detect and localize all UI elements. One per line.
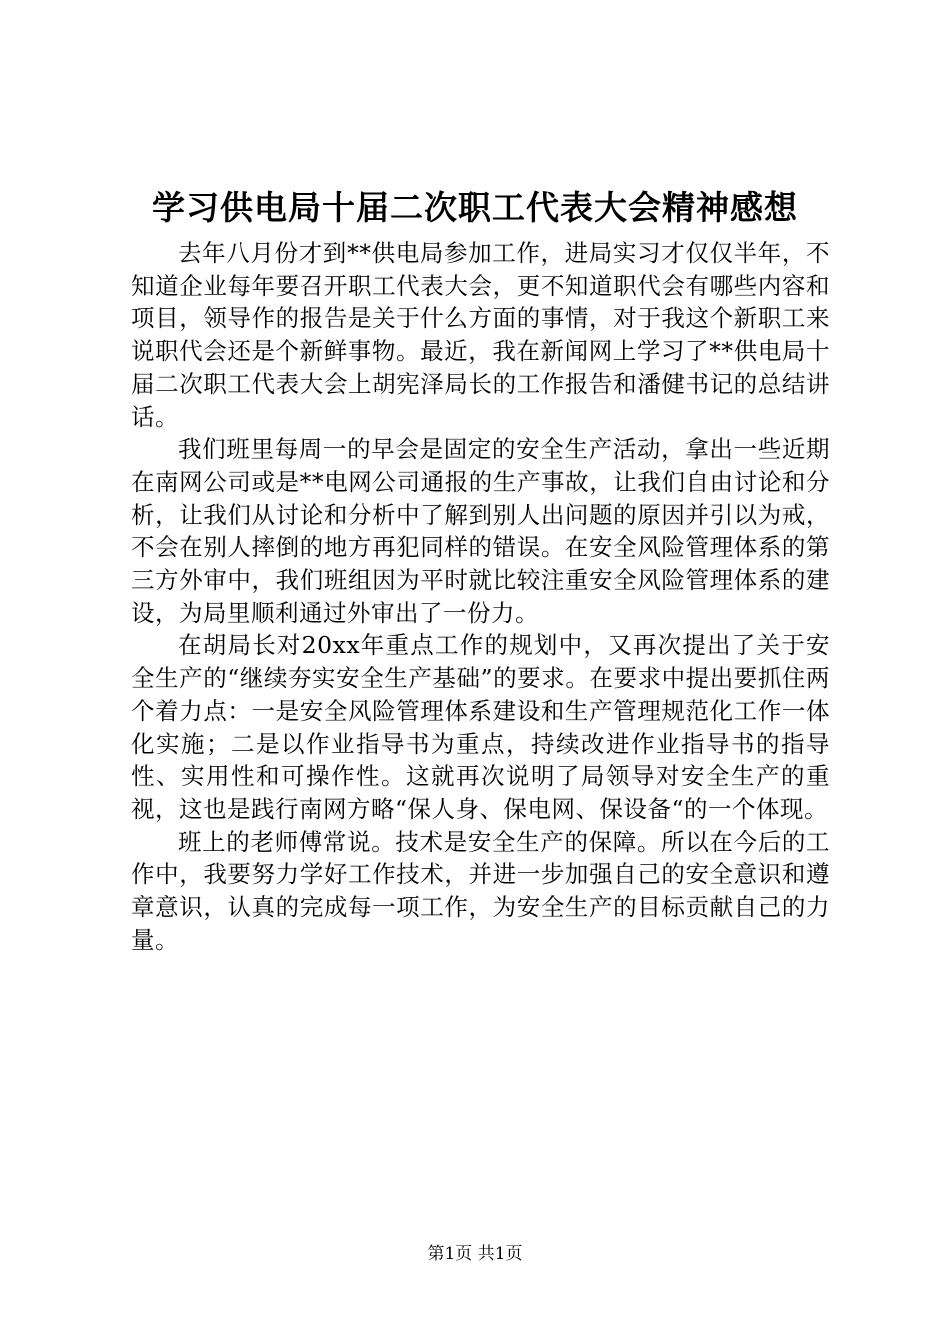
document-body <box>131 237 830 956</box>
paragraph-2: 我们班里每周一的早会是固定的安全生产活动，拿出一些近期在南网公司或是**电网公司通报的生产事故，让我们自由讨论和分析，让我们从讨论和分析中了解到别人出问题的原因并引以为戒，不会在别人摔倒的地方再犯同样的错误。在安全风险管理体系的第三方外审中，我们班组因为平时就比较注重安全风险管理体系的建设，为局里顺利通过外审出了一份力。 <box>131 435 830 627</box>
paragraph-3: 在胡局长对20xx年重点工作的规划中，又再次提出了关于安全生产的“继续夯实安全生产基础”的要求。在要求中提出要抓住两个着力点：一是安全风险管理体系建设和生产管理规范化工作一体化实施；二是以作业指导书为重点，持续改进作业指导书的指导性、实用性和可操作性。这就再次说明了局领导对安全生产的重视，这也是践行南网方略“保人身、保电网、保设备“的一个体现。 <box>131 631 830 823</box>
paragraph-1: 去年八月份才到**供电局参加工作，进局实习才仅仅半年，不知道企业每年要召开职工代表大会，更不知道职代会有哪些内容和项目，领导作的报告是关于什么方面的事情，对于我这个新职工来说职代会还是个新鲜事物。最近，我在新闻网上学习了**供电局十届二次职工代表大会上胡宪泽局长的工作报告和潘健书记的总结讲话。 <box>131 239 830 431</box>
page-number: 第1页 共1页 <box>427 1244 523 1264</box>
page-title: 学习供电局十届二次职工代表大会精神感想 <box>152 188 798 227</box>
paragraph-4: 班上的老师傅常说。技术是安全生产的保障。所以在今后的工作中，我要努力学好工作技术，并进一步加强自己的安全意识和遵章意识，认真的完成每一项工作，为安全生产的目标贡献自己的力量。 <box>131 827 830 954</box>
